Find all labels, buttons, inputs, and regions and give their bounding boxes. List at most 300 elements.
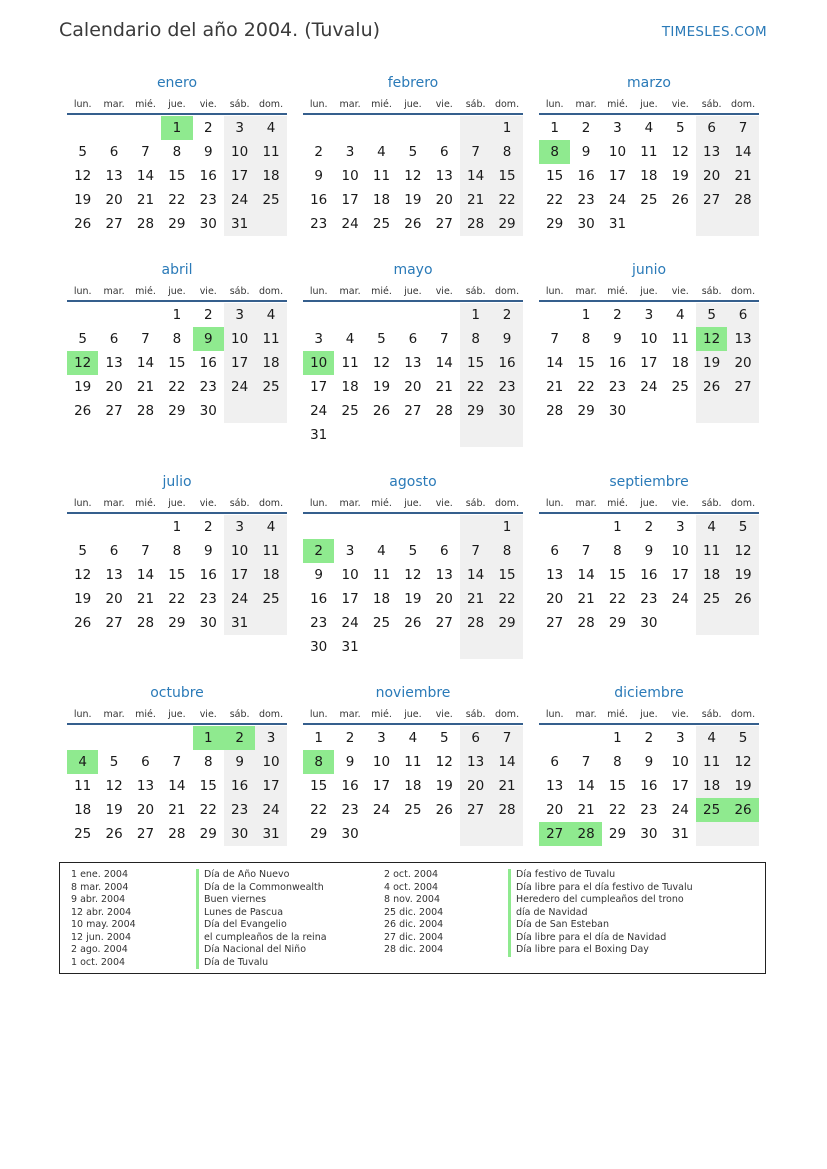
day-cell[interactable]: 26 [404, 615, 422, 631]
day-cell[interactable]: 13 [105, 567, 123, 583]
day-cell[interactable]: 23 [199, 591, 217, 607]
day-cell[interactable]: 1 [613, 519, 622, 535]
day-cell[interactable]: 14 [168, 778, 186, 794]
day-cell[interactable]: 12 [74, 567, 92, 583]
day-cell[interactable]: 15 [168, 355, 186, 371]
day-cell[interactable]: 5 [377, 331, 386, 347]
day-cell[interactable]: 24 [671, 591, 689, 607]
day-cell[interactable]: 11 [696, 539, 727, 563]
day-cell[interactable]: 17 [640, 355, 658, 371]
day-cell[interactable]: 24 [310, 403, 328, 419]
day-cell[interactable]: 23 [577, 192, 595, 208]
day-cell[interactable]: 23 [341, 802, 359, 818]
day-cell[interactable]: 5 [78, 144, 87, 160]
day-cell[interactable]: 3 [224, 303, 255, 327]
day-cell[interactable]: 2 [644, 730, 654, 746]
day-cell[interactable]: 26 [404, 216, 422, 232]
day-cell[interactable]: 16 [199, 168, 217, 184]
holiday-day-cell[interactable]: 4 [67, 750, 98, 774]
day-cell[interactable]: 14 [136, 355, 155, 371]
day-cell[interactable]: 25 [255, 375, 286, 399]
day-cell[interactable]: 26 [435, 802, 453, 818]
day-cell[interactable]: 15 [577, 355, 595, 371]
day-cell[interactable]: 6 [727, 303, 758, 327]
day-cell[interactable]: 25 [671, 379, 689, 395]
day-cell[interactable]: 9 [314, 567, 323, 583]
day-cell[interactable]: 28 [460, 611, 491, 635]
day-cell[interactable]: 11 [671, 331, 689, 347]
day-cell[interactable]: 9 [644, 543, 654, 559]
day-cell[interactable]: 29 [460, 399, 491, 423]
day-cell[interactable]: 11 [255, 140, 286, 164]
day-cell[interactable]: 8 [613, 543, 622, 559]
day-cell[interactable]: 10 [255, 750, 286, 774]
holiday-day-cell[interactable]: 1 [161, 116, 192, 140]
day-cell[interactable]: 7 [491, 726, 522, 750]
day-cell[interactable]: 21 [460, 188, 491, 212]
day-cell[interactable]: 4 [675, 307, 685, 323]
holiday-day-cell[interactable]: 12 [67, 351, 98, 375]
day-cell[interactable]: 20 [105, 192, 123, 208]
day-cell[interactable]: 24 [372, 802, 391, 818]
day-cell[interactable]: 26 [696, 375, 727, 399]
day-cell[interactable]: 18 [404, 778, 422, 794]
day-cell[interactable]: 30 [640, 826, 658, 842]
day-cell[interactable]: 24 [341, 216, 359, 232]
day-cell[interactable]: 7 [141, 331, 150, 347]
day-cell[interactable]: 30 [608, 403, 627, 419]
day-cell[interactable]: 11 [696, 750, 727, 774]
day-cell[interactable]: 21 [435, 379, 453, 395]
day-cell[interactable]: 3 [675, 730, 685, 746]
day-cell[interactable]: 22 [577, 379, 595, 395]
day-cell[interactable]: 27 [435, 615, 453, 631]
day-cell[interactable]: 29 [168, 403, 186, 419]
day-cell[interactable]: 14 [577, 778, 595, 794]
day-cell[interactable]: 1 [550, 120, 559, 136]
day-cell[interactable]: 17 [224, 351, 255, 375]
day-cell[interactable]: 16 [341, 778, 359, 794]
day-cell[interactable]: 11 [255, 327, 286, 351]
brand-logo[interactable]: TIMESLES.COM [661, 24, 767, 40]
day-cell[interactable]: 16 [640, 567, 658, 583]
day-cell[interactable]: 7 [581, 754, 591, 770]
day-cell[interactable]: 18 [696, 563, 727, 587]
day-cell[interactable]: 3 [345, 144, 355, 160]
day-cell[interactable]: 28 [491, 798, 522, 822]
day-cell[interactable]: 21 [460, 587, 491, 611]
day-cell[interactable]: 29 [491, 212, 522, 236]
day-cell[interactable]: 27 [404, 403, 422, 419]
day-cell[interactable]: 28 [727, 188, 758, 212]
day-cell[interactable]: 31 [671, 826, 689, 842]
day-cell[interactable]: 28 [168, 826, 186, 842]
day-cell[interactable]: 23 [310, 615, 328, 631]
day-cell[interactable]: 29 [199, 826, 217, 842]
day-cell[interactable]: 29 [577, 403, 595, 419]
day-cell[interactable]: 22 [491, 587, 522, 611]
day-cell[interactable]: 17 [341, 591, 359, 607]
day-cell[interactable]: 17 [372, 778, 391, 794]
day-cell[interactable]: 15 [491, 164, 522, 188]
day-cell[interactable]: 20 [404, 379, 422, 395]
day-cell[interactable]: 19 [435, 778, 453, 794]
day-cell[interactable]: 13 [136, 778, 155, 794]
day-cell[interactable]: 25 [341, 403, 359, 419]
day-cell[interactable]: 2 [203, 519, 213, 535]
day-cell[interactable]: 23 [199, 192, 217, 208]
day-cell[interactable]: 19 [105, 802, 123, 818]
day-cell[interactable]: 30 [199, 216, 217, 232]
day-cell[interactable]: 17 [608, 168, 627, 184]
day-cell[interactable]: 16 [310, 192, 328, 208]
day-cell[interactable]: 3 [675, 519, 685, 535]
day-cell[interactable]: 18 [372, 591, 391, 607]
day-cell[interactable]: 19 [74, 379, 92, 395]
day-cell[interactable]: 30 [491, 399, 522, 423]
holiday-day-cell[interactable]: 10 [303, 351, 334, 375]
day-cell[interactable]: 30 [341, 826, 359, 842]
day-cell[interactable]: 17 [310, 379, 328, 395]
holiday-day-cell[interactable]: 25 [696, 798, 727, 822]
day-cell[interactable]: 3 [345, 543, 355, 559]
day-cell[interactable]: 22 [608, 591, 627, 607]
day-cell[interactable]: 11 [372, 168, 391, 184]
day-cell[interactable]: 19 [671, 168, 689, 184]
day-cell[interactable]: 8 [491, 140, 522, 164]
day-cell[interactable]: 15 [608, 778, 627, 794]
day-cell[interactable]: 3 [613, 120, 622, 136]
day-cell[interactable]: 22 [168, 192, 186, 208]
day-cell[interactable]: 16 [577, 168, 595, 184]
day-cell[interactable]: 28 [136, 615, 155, 631]
day-cell[interactable]: 7 [439, 331, 449, 347]
day-cell[interactable]: 6 [439, 144, 449, 160]
day-cell[interactable]: 7 [550, 331, 559, 347]
day-cell[interactable]: 14 [491, 750, 522, 774]
day-cell[interactable]: 4 [696, 726, 727, 750]
day-cell[interactable]: 8 [491, 539, 522, 563]
day-cell[interactable]: 14 [577, 567, 595, 583]
day-cell[interactable]: 20 [727, 351, 758, 375]
day-cell[interactable]: 5 [78, 331, 87, 347]
day-cell[interactable]: 31 [608, 216, 627, 232]
day-cell[interactable]: 25 [696, 587, 727, 611]
holiday-day-cell[interactable]: 1 [193, 726, 224, 750]
day-cell[interactable]: 7 [141, 543, 150, 559]
day-cell[interactable]: 6 [550, 543, 559, 559]
day-cell[interactable]: 28 [577, 615, 595, 631]
day-cell[interactable]: 27 [696, 188, 727, 212]
day-cell[interactable]: 25 [372, 615, 391, 631]
day-cell[interactable]: 2 [613, 307, 622, 323]
day-cell[interactable]: 16 [199, 567, 217, 583]
day-cell[interactable]: 5 [727, 515, 758, 539]
day-cell[interactable]: 12 [727, 750, 758, 774]
day-cell[interactable]: 29 [608, 826, 627, 842]
day-cell[interactable]: 20 [105, 591, 123, 607]
day-cell[interactable]: 1 [613, 730, 622, 746]
day-cell[interactable]: 28 [435, 403, 453, 419]
day-cell[interactable]: 9 [644, 754, 654, 770]
day-cell[interactable]: 13 [696, 140, 727, 164]
day-cell[interactable]: 30 [640, 615, 658, 631]
day-cell[interactable]: 24 [341, 615, 359, 631]
day-cell[interactable]: 31 [224, 611, 255, 635]
day-cell[interactable]: 19 [404, 192, 422, 208]
day-cell[interactable]: 22 [491, 188, 522, 212]
day-cell[interactable]: 18 [696, 774, 727, 798]
day-cell[interactable]: 9 [491, 327, 522, 351]
day-cell[interactable]: 24 [224, 375, 255, 399]
holiday-day-cell[interactable]: 28 [570, 822, 601, 846]
day-cell[interactable]: 12 [404, 168, 422, 184]
day-cell[interactable]: 11 [74, 778, 92, 794]
day-cell[interactable]: 15 [168, 168, 186, 184]
day-cell[interactable]: 4 [696, 515, 727, 539]
day-cell[interactable]: 30 [199, 615, 217, 631]
day-cell[interactable]: 1 [491, 116, 522, 140]
day-cell[interactable]: 5 [675, 120, 685, 136]
day-cell[interactable]: 29 [491, 611, 522, 635]
holiday-day-cell[interactable]: 2 [303, 539, 334, 563]
day-cell[interactable]: 11 [372, 567, 391, 583]
day-cell[interactable]: 28 [460, 212, 491, 236]
day-cell[interactable]: 30 [224, 822, 255, 846]
day-cell[interactable]: 4 [255, 303, 286, 327]
day-cell[interactable]: 23 [491, 375, 522, 399]
day-cell[interactable]: 14 [460, 164, 491, 188]
day-cell[interactable]: 26 [74, 615, 92, 631]
day-cell[interactable]: 4 [377, 144, 386, 160]
day-cell[interactable]: 15 [168, 567, 186, 583]
day-cell[interactable]: 24 [671, 802, 689, 818]
day-cell[interactable]: 24 [224, 188, 255, 212]
day-cell[interactable]: 19 [696, 351, 727, 375]
day-cell[interactable]: 19 [727, 774, 758, 798]
day-cell[interactable]: 21 [727, 164, 758, 188]
day-cell[interactable]: 7 [460, 140, 491, 164]
holiday-day-cell[interactable]: 9 [193, 327, 224, 351]
day-cell[interactable]: 4 [644, 120, 654, 136]
day-cell[interactable]: 22 [168, 379, 186, 395]
day-cell[interactable]: 18 [255, 164, 286, 188]
day-cell[interactable]: 18 [372, 192, 391, 208]
day-cell[interactable]: 9 [224, 750, 255, 774]
day-cell[interactable]: 9 [203, 144, 213, 160]
day-cell[interactable]: 12 [74, 168, 92, 184]
day-cell[interactable]: 24 [608, 192, 627, 208]
day-cell[interactable]: 3 [224, 515, 255, 539]
day-cell[interactable]: 28 [546, 403, 564, 419]
day-cell[interactable]: 26 [727, 587, 758, 611]
day-cell[interactable]: 10 [608, 144, 627, 160]
day-cell[interactable]: 6 [408, 331, 418, 347]
day-cell[interactable]: 15 [608, 567, 627, 583]
holiday-day-cell[interactable]: 27 [539, 822, 570, 846]
day-cell[interactable]: 23 [224, 798, 255, 822]
day-cell[interactable]: 13 [546, 567, 564, 583]
day-cell[interactable]: 27 [136, 826, 155, 842]
day-cell[interactable]: 21 [136, 379, 155, 395]
day-cell[interactable]: 22 [460, 375, 491, 399]
day-cell[interactable]: 1 [172, 307, 182, 323]
day-cell[interactable]: 22 [608, 802, 627, 818]
day-cell[interactable]: 31 [224, 212, 255, 236]
day-cell[interactable]: 9 [314, 168, 323, 184]
day-cell[interactable]: 13 [105, 168, 123, 184]
day-cell[interactable]: 17 [671, 567, 689, 583]
holiday-day-cell[interactable]: 2 [224, 726, 255, 750]
day-cell[interactable]: 27 [105, 403, 123, 419]
day-cell[interactable]: 4 [377, 543, 386, 559]
day-cell[interactable]: 10 [671, 754, 689, 770]
day-cell[interactable]: 21 [577, 802, 595, 818]
day-cell[interactable]: 12 [435, 754, 453, 770]
day-cell[interactable]: 6 [141, 754, 150, 770]
day-cell[interactable]: 21 [491, 774, 522, 798]
day-cell[interactable]: 3 [255, 726, 286, 750]
day-cell[interactable]: 15 [546, 168, 564, 184]
day-cell[interactable]: 4 [345, 331, 355, 347]
day-cell[interactable]: 14 [136, 567, 155, 583]
day-cell[interactable]: 12 [404, 567, 422, 583]
day-cell[interactable]: 7 [172, 754, 182, 770]
day-cell[interactable]: 1 [314, 730, 323, 746]
day-cell[interactable]: 5 [408, 543, 418, 559]
day-cell[interactable]: 28 [136, 216, 155, 232]
day-cell[interactable]: 11 [404, 754, 422, 770]
day-cell[interactable]: 6 [550, 754, 559, 770]
day-cell[interactable]: 14 [136, 168, 155, 184]
day-cell[interactable]: 23 [640, 802, 658, 818]
day-cell[interactable]: 10 [341, 567, 359, 583]
day-cell[interactable]: 8 [613, 754, 622, 770]
day-cell[interactable]: 7 [141, 144, 150, 160]
day-cell[interactable]: 10 [640, 331, 658, 347]
day-cell[interactable]: 27 [435, 216, 453, 232]
day-cell[interactable]: 2 [644, 519, 654, 535]
day-cell[interactable]: 11 [341, 355, 359, 371]
day-cell[interactable]: 2 [203, 307, 213, 323]
day-cell[interactable]: 24 [255, 798, 286, 822]
day-cell[interactable]: 29 [546, 216, 564, 232]
day-cell[interactable]: 25 [640, 192, 658, 208]
day-cell[interactable]: 15 [199, 778, 217, 794]
day-cell[interactable]: 13 [105, 355, 123, 371]
day-cell[interactable]: 16 [199, 355, 217, 371]
day-cell[interactable]: 31 [341, 639, 359, 655]
day-cell[interactable]: 16 [608, 355, 627, 371]
day-cell[interactable]: 6 [109, 144, 119, 160]
day-cell[interactable]: 20 [435, 192, 453, 208]
day-cell[interactable]: 3 [314, 331, 323, 347]
day-cell[interactable]: 18 [255, 351, 286, 375]
holiday-day-cell[interactable]: 26 [727, 798, 758, 822]
day-cell[interactable]: 17 [224, 563, 255, 587]
day-cell[interactable]: 16 [310, 591, 328, 607]
day-cell[interactable]: 26 [74, 403, 92, 419]
day-cell[interactable]: 18 [74, 802, 92, 818]
day-cell[interactable]: 8 [203, 754, 213, 770]
day-cell[interactable]: 14 [546, 355, 564, 371]
day-cell[interactable]: 5 [78, 543, 87, 559]
day-cell[interactable]: 25 [255, 188, 286, 212]
day-cell[interactable]: 31 [310, 427, 328, 443]
day-cell[interactable]: 27 [460, 798, 491, 822]
day-cell[interactable]: 7 [460, 539, 491, 563]
day-cell[interactable]: 2 [345, 730, 355, 746]
day-cell[interactable]: 3 [224, 116, 255, 140]
day-cell[interactable]: 16 [224, 774, 255, 798]
day-cell[interactable]: 8 [581, 331, 591, 347]
day-cell[interactable]: 21 [136, 591, 155, 607]
day-cell[interactable]: 15 [460, 351, 491, 375]
day-cell[interactable]: 4 [408, 730, 418, 746]
day-cell[interactable]: 25 [372, 216, 391, 232]
day-cell[interactable]: 12 [105, 778, 123, 794]
day-cell[interactable]: 2 [581, 120, 591, 136]
day-cell[interactable]: 10 [224, 140, 255, 164]
day-cell[interactable]: 25 [404, 802, 422, 818]
day-cell[interactable]: 21 [136, 192, 155, 208]
day-cell[interactable]: 13 [404, 355, 422, 371]
day-cell[interactable]: 10 [224, 327, 255, 351]
day-cell[interactable]: 1 [460, 303, 491, 327]
day-cell[interactable]: 2 [491, 303, 522, 327]
day-cell[interactable]: 1 [581, 307, 591, 323]
day-cell[interactable]: 21 [577, 591, 595, 607]
day-cell[interactable]: 10 [341, 168, 359, 184]
day-cell[interactable]: 29 [310, 826, 328, 842]
day-cell[interactable]: 8 [460, 327, 491, 351]
day-cell[interactable]: 20 [696, 164, 727, 188]
day-cell[interactable]: 25 [255, 587, 286, 611]
day-cell[interactable]: 21 [546, 379, 564, 395]
day-cell[interactable]: 14 [435, 355, 453, 371]
day-cell[interactable]: 1 [491, 515, 522, 539]
day-cell[interactable]: 30 [577, 216, 595, 232]
day-cell[interactable]: 26 [372, 403, 391, 419]
day-cell[interactable]: 30 [199, 403, 217, 419]
day-cell[interactable]: 17 [671, 778, 689, 794]
day-cell[interactable]: 1 [172, 519, 182, 535]
day-cell[interactable]: 24 [224, 587, 255, 611]
day-cell[interactable]: 10 [372, 754, 391, 770]
day-cell[interactable]: 23 [310, 216, 328, 232]
day-cell[interactable]: 27 [727, 375, 758, 399]
day-cell[interactable]: 26 [671, 192, 689, 208]
day-cell[interactable]: 5 [727, 726, 758, 750]
day-cell[interactable]: 27 [105, 615, 123, 631]
day-cell[interactable]: 7 [581, 543, 591, 559]
day-cell[interactable]: 6 [460, 726, 491, 750]
day-cell[interactable]: 5 [696, 303, 727, 327]
holiday-day-cell[interactable]: 12 [696, 327, 727, 351]
day-cell[interactable]: 20 [105, 379, 123, 395]
day-cell[interactable]: 6 [109, 331, 119, 347]
day-cell[interactable]: 22 [199, 802, 217, 818]
day-cell[interactable]: 22 [168, 591, 186, 607]
day-cell[interactable]: 6 [439, 543, 449, 559]
day-cell[interactable]: 23 [608, 379, 627, 395]
day-cell[interactable]: 3 [644, 307, 654, 323]
day-cell[interactable]: 29 [608, 615, 627, 631]
day-cell[interactable]: 29 [168, 615, 186, 631]
day-cell[interactable]: 23 [640, 591, 658, 607]
day-cell[interactable]: 20 [546, 802, 564, 818]
day-cell[interactable]: 3 [377, 730, 386, 746]
